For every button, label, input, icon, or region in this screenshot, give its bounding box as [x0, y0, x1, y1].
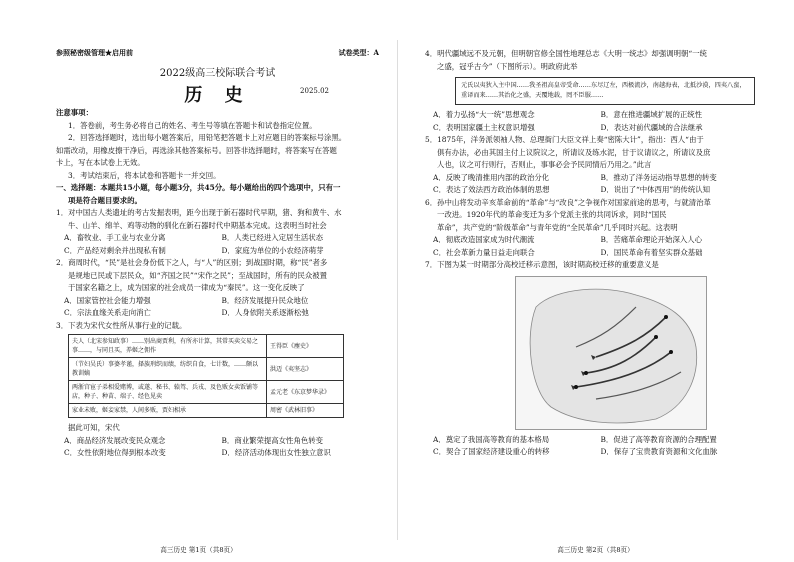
q2-options: [56, 295, 379, 320]
option-c: C．产品经对剩余并出现私有制: [64, 245, 166, 255]
table-row: [69, 358, 344, 381]
option-c: C．女性依附地位得到根本改变: [64, 448, 166, 457]
note-line: 2．回答选择题时，选出每小题答案后，用铅笔把答题卡上对应题目的答案标号涂黑。: [68, 133, 347, 142]
page-header: [56, 48, 379, 58]
option-b: B．苦痛革命理论开始深入人心: [600, 235, 703, 244]
q3-tail: 据此可知，宋代: [68, 423, 120, 432]
option-a: A．奠定了我国高等教育的基本格局: [433, 434, 550, 444]
note-line: 卡上，写在本试卷上无效。: [56, 158, 145, 167]
table-source: 周密《武林旧事》: [267, 404, 344, 418]
note-line: 3．考试结束后，将本试卷和答题卡一并交回。: [68, 170, 221, 180]
section-heading: 项是符合题目要求的。: [68, 195, 142, 205]
notes-heading: 注意事项：: [56, 108, 93, 117]
map-graphic: [516, 277, 706, 429]
option-c: C．宗法血缘关系走向消亡: [64, 308, 151, 317]
q3-stem: 3．下表为宋代女性所从事行业的记载。: [56, 320, 187, 330]
q6-stem: 一改进。1920年代的革命变迁为多个党派主张的共同诉求，同时“国民: [437, 210, 667, 219]
q4-quote-box: 元氏以夷狄入主中国……我圣祖高皇帝受命……东尽辽左，西极流沙，南越海表，北抵沙漠，四夷八蛮，重译而来……其治化之盛，天覆地载，罔不臣服……: [455, 77, 755, 105]
q2-stem: 2．商周时代，“民”是社会身份低下之人，与“人”的区别；到战国时期，称“民”者多: [56, 258, 328, 267]
table-row: [69, 381, 344, 404]
q6-options: [425, 234, 768, 259]
confidential-label: 参照秘密级管理★启用前: [56, 48, 133, 57]
q2-stem: 于国家名籍之上，成为国家的社会成员一律成为“秦民”。这一变化反映了: [68, 283, 305, 292]
option-b: B．推动了洋务运动指导思想的转变: [600, 172, 717, 182]
option-b: B．意在推进疆域扩展的正统性: [600, 110, 703, 119]
option-d: D．保存了宝贵教育资源和文化血脉: [600, 447, 718, 456]
table-cell: 家业未败，姬妾家禁，人间多贩，贾妇相承: [69, 404, 267, 418]
exam-title: 2022级高三校际联合考试: [159, 68, 276, 79]
exam-date: 2025.02: [300, 87, 329, 95]
table-cell: 夫人（北宋参知政事）……别出商贾利，有所亦计算，其常买卖交易之事……，与同且买，养姬之佣作: [69, 335, 267, 358]
option-a: A．着力弘扬“大一统”思想观念: [433, 110, 535, 119]
option-d: D．国民革命有着坚实群众基础: [600, 247, 703, 257]
table-cell: （节妇吴氏）事婆孝谨，择族刑织而绩，纺织自食，七计数，……颇以教训嫡: [69, 358, 267, 381]
option-a: A．畜牧业、手工业与农业分离: [64, 233, 166, 242]
table-row: [69, 404, 344, 418]
option-a: A．彻底改造国家成为时代潮流: [433, 235, 535, 244]
q5-stem: 俱有办法，必由其国主付上议院议之，所请议及练水泥，甘于议请议之，所请议及庶: [437, 147, 711, 157]
q1-options: [56, 232, 379, 257]
q4-options: [425, 109, 768, 134]
q2-stem: 是规地已民或下层民众，如“齐国之民”“宋作之民”；至战国时，所有的民众被置: [68, 270, 328, 280]
q6-stem: 6．孙中山将发动辛亥革命前的“革命”与“改良”之争视作对国家前途的思考，与就清治革: [425, 197, 711, 207]
q6-stem: 革命”，共产党的“阶级革命”与青年党的“全民革命”几乎同时兴起。这表明: [437, 222, 678, 232]
q3-options: [56, 435, 379, 460]
q4-stem: 之盛，冠乎古今”（下图所示）。明政府此举: [437, 61, 578, 71]
option-d: D．说出了“中体西用”的传统认知: [600, 185, 711, 194]
page-2: [397, 0, 794, 562]
q7-options: [425, 434, 768, 459]
q5-options: [425, 172, 768, 197]
q7-stem: 7．下图为某一时期部分高校迁移示意图，该时期高校迁移的重要意义是: [425, 260, 659, 269]
note-line: 1．答卷前，考生务必将自己的姓名、考生号等填在答题卡和试卷指定位置。: [68, 120, 317, 130]
table-source: 王得臣《麈史》: [267, 335, 344, 358]
option-d: D．经济活动体现出女性独立意识: [221, 448, 331, 457]
q4-stem: 4．明代疆域远不及元朝，但明朝官修全国性地理总志《大明一统志》却强调明朝“一统: [425, 49, 707, 58]
migration-map: [515, 276, 707, 430]
option-c: C．表达了效法西方政治体制的思想: [433, 185, 550, 194]
option-d: D．家庭为单位的小农经济萌芽: [221, 245, 324, 255]
q5-stem: 人也，议之可行则行，否则止，事事必会予民同情后乃用之。”此言: [437, 160, 652, 169]
exam-type-label: 试卷类型：A: [338, 48, 379, 57]
page-footer: 高三历史 第2页（共8页）: [557, 546, 634, 554]
q1-stem: 1．对中国古人类遗址的考古发掘表明，距今出现于新石器时代早期，猪、狗和黄牛、水: [56, 208, 342, 217]
note-line: 如需改动，用橡皮擦干净后，再选涂其他答案标号。回答非选择题时，将答案写在答题: [56, 145, 337, 155]
option-d: D．表达对前代疆域的合法继承: [600, 122, 703, 132]
table-source: 洪迈《夷坚志》: [267, 358, 344, 381]
option-b: B．人类已经进入定居生活状态: [221, 233, 324, 242]
table-row: [69, 335, 344, 358]
option-c: C．表明国家疆土主权意识增强: [433, 122, 535, 132]
option-c: C．社会革新力量日益走向联合: [433, 247, 535, 257]
q1-stem: 牛、山羊、绵羊、鸡等动物的驯化在新石器时代中期基本完成。这表明当时社会: [68, 220, 327, 230]
subject-name: 历 史: [184, 85, 251, 106]
section-heading: 一、选择题：本题共15小题，每小题3分，共45分。每小题给出的四个选项中，只有一: [56, 183, 341, 192]
option-b: B．经济发展提升民众地位: [221, 295, 309, 305]
q5-stem: 5．1875年，洋务派领袖人物、总理衙门大臣文祥上奏“密陈大计”，指出：西人“由于: [425, 135, 704, 144]
table-cell: 两浙宫宦子弟相爱赌博，或遂、秘书、辕驾、兵戎、及色贩女卖饭铺等店，种子、种苗、端子、经色见卖: [69, 381, 267, 404]
table-source: 孟元老《东京梦华录》: [267, 381, 344, 404]
option-a: A．商品经济发展改变民众观念: [64, 435, 166, 445]
option-a: A．反映了晚清推用内部的政治分化: [433, 172, 550, 182]
option-b: B．商业繁荣提高女性角色转变: [221, 435, 324, 445]
option-c: C．契合了国家经济建设重心的转移: [433, 447, 550, 456]
subject-title: [56, 81, 379, 107]
q3-table: [68, 334, 344, 418]
option-a: A．国家管控社会能力增强: [64, 295, 151, 305]
option-b: B．促进了高等教育资源的合理配置: [600, 434, 717, 444]
page-footer: 高三历史 第1页（共8页）: [160, 546, 237, 554]
option-d: D．人身依附关系逐渐松弛: [221, 308, 309, 317]
